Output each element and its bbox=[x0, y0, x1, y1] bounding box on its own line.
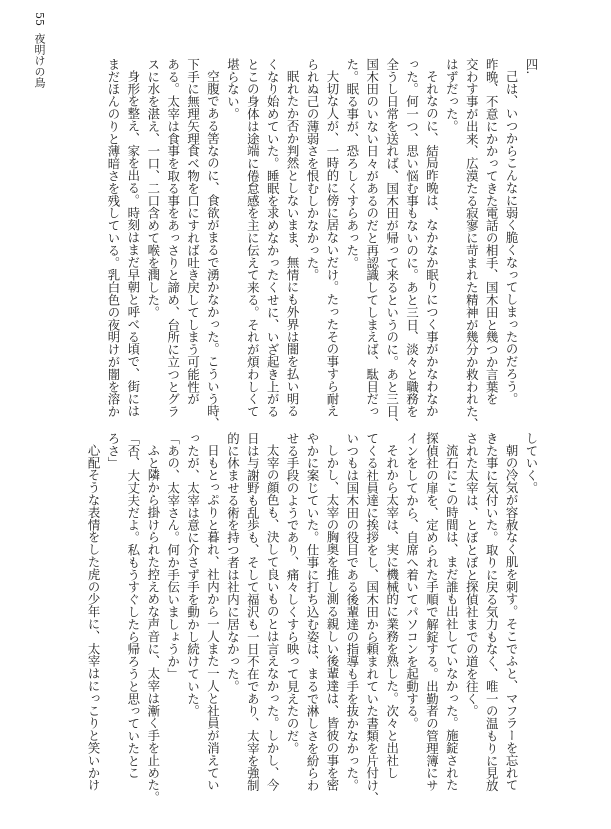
lower-dialogue-line: ろさ」 bbox=[105, 432, 121, 470]
upper-text-line: た。眠る事が、恐ろしくすらあった。 bbox=[344, 58, 360, 269]
running-header bbox=[31, 12, 47, 88]
upper-text-line: はずだった。 bbox=[444, 58, 460, 133]
lower-text-line: 心配そうな表情をした虎の少年に、太宰はにっこりと笑いかけ bbox=[86, 444, 102, 792]
upper-text-line: 堪らない。 bbox=[225, 58, 241, 120]
upper-text-line: 己は、いつからこんなに弱く脆くなってしまったのだろう。 bbox=[504, 70, 520, 406]
lower-text-line: 探偵社の扉を、定められた手順で解錠する。出勤者の管理簿にサ bbox=[424, 432, 440, 792]
lower-tier bbox=[83, 432, 541, 804]
upper-text-line: 身形を整え、家を出る。時刻はまだ早朝と呼べる頃で、街には bbox=[125, 70, 141, 418]
lower-text-line: てくる社員達に挨拶をし、国木田から頼まれていた書類を片付け、 bbox=[364, 432, 380, 804]
lower-text-line: やかに案じていた。仕事に打ち込む姿は、まるで淋しさを紛らわ bbox=[305, 432, 321, 792]
lower-text-line: いつもは国木田の役目である後輩達の指導も手を抜かなかった。 bbox=[344, 432, 360, 792]
upper-text-line: まだほんのりと薄暗さを残している。乳白色の夜明けが闇を溶か bbox=[105, 58, 121, 418]
lower-text-line: ふと隣から掛けられた控えめな声音に、太宰は漸く手を止めた。 bbox=[145, 444, 161, 804]
upper-text-line: 下手に無理矢理食べ物を口にすれば吐き戻してしまう可能性が bbox=[185, 58, 201, 406]
lower-text-line: それから太宰は、実に機械的に業務を熟した。次々と出社し bbox=[384, 444, 400, 780]
upper-text-line: ある。太宰は食事を取る事をあっさりと諦め、台所に立つとグラ bbox=[165, 58, 181, 418]
lower-dialogue-line: 「あの、太宰さん。何か手伝いましょうか」 bbox=[165, 432, 181, 680]
page-number: 55 bbox=[33, 12, 46, 26]
lower-text-line: インをしてから、自席へ着いてパソコンを起動する。 bbox=[404, 432, 420, 730]
lower-text-line: していく。 bbox=[524, 432, 539, 494]
upper-text-line: それなのに、結局昨晩は、なかなか眠りにつく事がかなわなか bbox=[424, 70, 440, 418]
upper-text-line: 交わす事が出来、広漠たる寂寥に苛まれた精神が幾分か救われた、 bbox=[464, 58, 480, 430]
lower-text-line: 的に休ませる術を持つ者は社内に居なかった。 bbox=[225, 432, 241, 693]
section-heading: 四. bbox=[524, 58, 539, 75]
running-title: 夜明けの鳥 bbox=[33, 33, 46, 88]
lower-text-line: 日は与謝野も乱歩も、そして福沢も一日不在であり、太宰を強制 bbox=[245, 432, 261, 792]
lower-text-line: 朝の冷気が容赦なく肌を刺す。そこでふと、マフラーを忘れて bbox=[504, 444, 520, 792]
upper-text-line: 眠れたか否か判然としないまま、無情にも外界は闇を払い明る bbox=[285, 70, 301, 418]
upper-text-line: くなり始めていた。睡眠を求めなかったくせに、いざ起き上がる bbox=[265, 58, 281, 418]
upper-text-line: 空腹である筈なのに、食欲がまるで湧かなかった。こういう時、 bbox=[205, 70, 221, 430]
upper-text-line: 昨晩、不意にかかってきた電話の相手、国木田と幾つか言葉を bbox=[484, 58, 500, 406]
lower-text-line: ったが、太宰は意に介さず手を動かし続けていた。 bbox=[185, 432, 201, 718]
lower-text-line: きた事に気付いた。取りに戻る気力もなく、唯一の温もりに見放 bbox=[484, 432, 500, 792]
upper-text-line: とこの身体は途端に倦怠感を主に伝えて来る。それが煩わしくて bbox=[245, 58, 261, 418]
lower-text-line: しかし、太宰の胸奥を推し測る親しい後輩達は、皆彼の事を密 bbox=[324, 444, 340, 792]
lower-text-line: された太宰は、とぼとぼと探偵社までの道を往く。 bbox=[464, 432, 480, 718]
upper-text-line: った。何一つ、思い悩む事もないのに。あと三日、淡々と職務を bbox=[404, 58, 420, 418]
lower-text-line: せる手段のようであり、痛々しくすら映って見えたのだ。 bbox=[285, 432, 301, 755]
upper-text-line: 国木田のいない日々があるのだと再認識してしまえば、駄目だっ bbox=[364, 58, 380, 418]
lower-dialogue-line: 「否、大丈夫だよ。私もうすぐしたら帰ろうと思っていたとこ bbox=[125, 432, 141, 780]
upper-text-line: 全うし日常を送れば、国木田が帰って来るというのに。あと三日、 bbox=[384, 58, 400, 430]
upper-text-line: 大切な人が、一時的に傍に居ないだけ。たったその事すら耐え bbox=[324, 70, 340, 418]
upper-text-line: られぬ己の薄弱さを恨むしかなかった。 bbox=[305, 58, 321, 282]
lower-text-line: 日もとっぷりと暮れ、社内から一人また一人と社員が消えてい bbox=[205, 444, 221, 792]
upper-text-line: スに水を湛え、一口、二口含めて喉を潤した。 bbox=[145, 58, 161, 319]
upper-tier bbox=[103, 58, 541, 430]
lower-text-line: 太宰の顔色も、決して良いものとは言えなかった。しかし、今 bbox=[265, 444, 281, 792]
lower-text-line: 流石にこの時間は、まだ誰も出社していなかった。施錠された bbox=[444, 444, 460, 792]
